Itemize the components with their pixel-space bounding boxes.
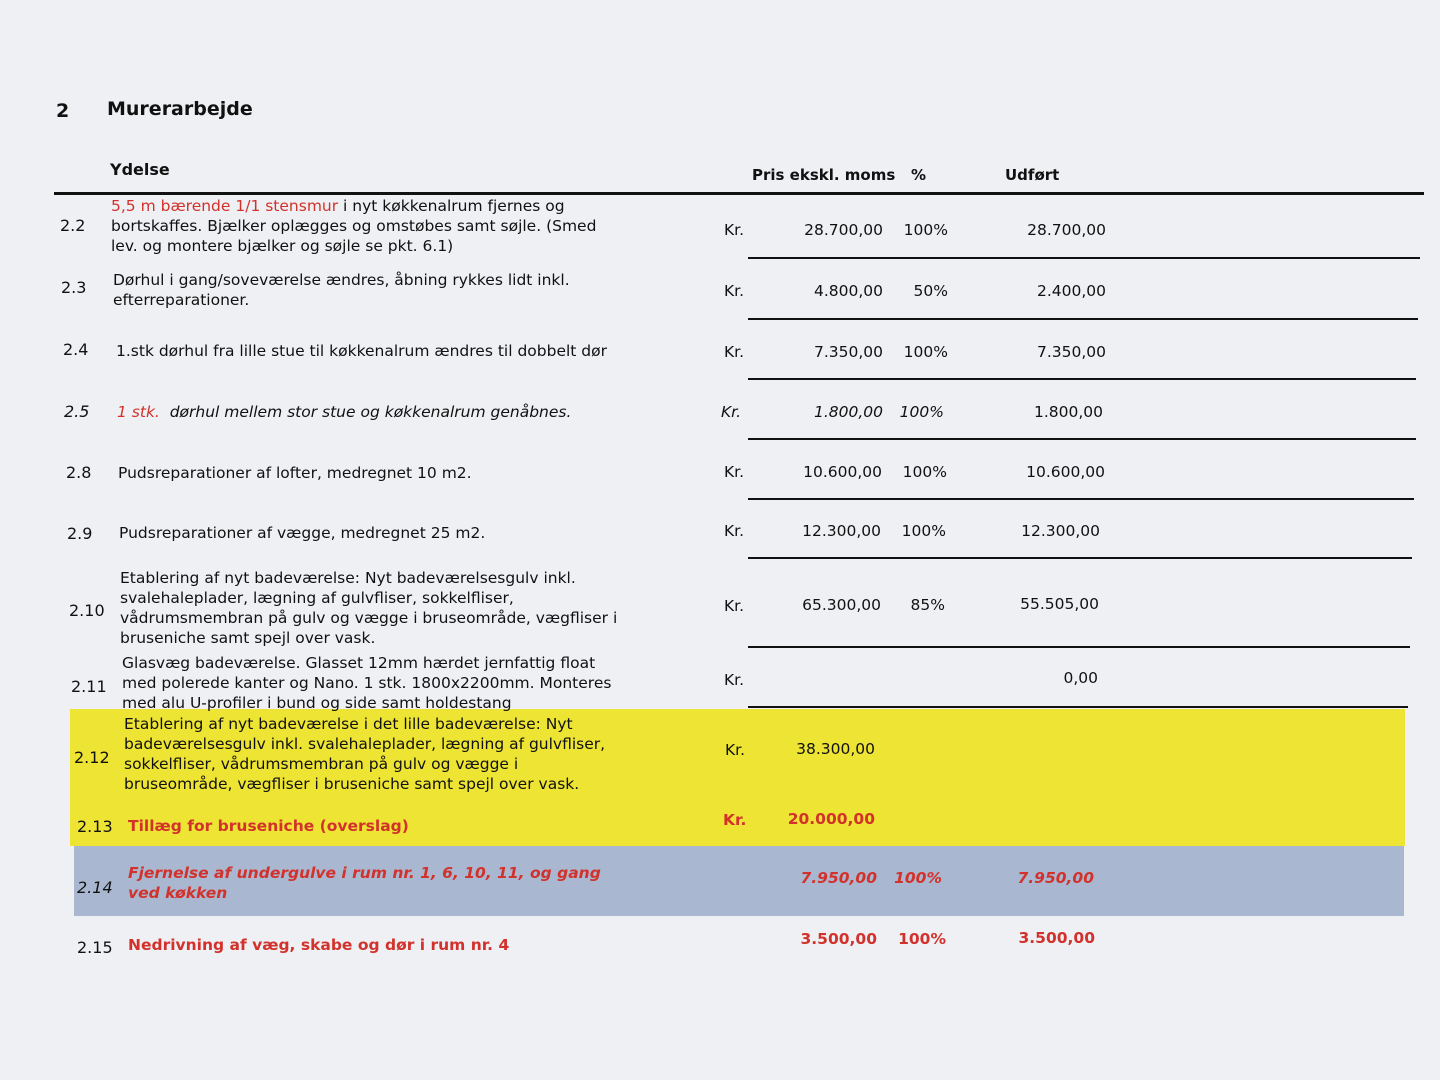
item-percent: 50% [913, 282, 948, 300]
header-price: Pris ekskl. moms [752, 166, 896, 184]
item-completed: 2.400,00 [1036, 282, 1106, 300]
item-number: 2.11 [71, 677, 107, 696]
item-description: Pudsreparationer af vægge, medregnet 25 m2. [119, 524, 486, 542]
section-number: 2 [56, 100, 70, 122]
item-completed: 0,00 [1063, 669, 1098, 687]
item-price: 65.300,00 [802, 596, 881, 614]
currency-label: Kr. [724, 597, 745, 615]
row-divider [748, 557, 1412, 559]
item-percent: 100% [903, 343, 948, 361]
item-number: 2.10 [69, 601, 105, 620]
item-description-text: i nyt køkkenalrum fjernes og bortskaffes. Bjælker oplægges og omstøbes samt søjle. (Smed lev. og montere bjælker og søjle se pkt. 6.1) [111, 197, 597, 255]
item-percent: 100% [903, 221, 948, 239]
item-completed: 55.505,00 [1020, 595, 1099, 613]
currency-label: Kr. [725, 741, 746, 759]
item-number: 2.3 [61, 278, 87, 297]
item-number: 2.2 [60, 216, 86, 235]
currency-label: Kr. [721, 403, 742, 421]
item-description: Nedrivning af væg, skabe og dør i rum nr. 4 [128, 936, 510, 954]
item-completed: 1.800,00 [1033, 403, 1103, 421]
item-description: Tillæg for bruseniche (overslag) [128, 817, 409, 835]
item-price: 12.300,00 [802, 522, 881, 540]
item-percent: 100% [902, 463, 947, 481]
item-completed: 12.300,00 [1021, 522, 1100, 540]
item-percent: 100% [899, 403, 944, 421]
currency-label: Kr. [723, 811, 747, 829]
item-price: 4.800,00 [813, 282, 883, 300]
header-ydelse: Ydelse [110, 160, 170, 179]
item-price: 7.350,00 [813, 343, 883, 361]
item-description: 1.stk dørhul fra lille stue til køkkenalrum ændres til dobbelt dør [116, 342, 608, 360]
item-description: Fjernelse af undergulve i rum nr. 1, 6, 10, 11, og gang ved køkken [128, 864, 601, 902]
header-rule [54, 192, 1424, 195]
item-completed: 3.500,00 [1018, 929, 1095, 947]
item-number: 2.5 [64, 402, 90, 421]
item-number: 2.9 [67, 524, 93, 543]
item-description: Pudsreparationer af lofter, medregnet 10 m2. [118, 464, 472, 482]
item-percent: 100% [901, 522, 946, 540]
item-price: 20.000,00 [787, 810, 875, 828]
row-divider [748, 378, 1416, 380]
row-divider [748, 706, 1408, 708]
item-completed: 10.600,00 [1026, 463, 1105, 481]
header-percent: % [911, 166, 927, 184]
currency-label: Kr. [724, 221, 745, 239]
item-price: 7.950,00 [800, 869, 877, 887]
currency-label: Kr. [724, 463, 745, 481]
row-divider [748, 438, 1416, 440]
item-description: Glasvæg badeværelse. Glasset 12mm hærdet jernfattig float med polerede kanter og Nano. 1 stk. 1800x2200mm. Monteres med alu U-profiler i bund og side samt holdestang [122, 654, 612, 712]
item-description-text: dørhul mellem stor stue og køkkenalrum genåbnes. [159, 403, 572, 421]
item-description-highlight: 5,5 m bærende 1/1 stensmur [111, 197, 339, 215]
item-completed: 7.350,00 [1036, 343, 1106, 361]
item-number: 2.4 [63, 340, 89, 359]
currency-label: Kr. [724, 671, 745, 689]
item-description-highlight: 1 stk. [117, 403, 160, 421]
item-number: 2.8 [66, 463, 92, 482]
row-divider [748, 318, 1418, 320]
row-divider [748, 498, 1414, 500]
item-number: 2.14 [77, 878, 113, 897]
item-percent: 100% [898, 930, 946, 948]
item-price: 38.300,00 [796, 740, 875, 758]
item-number: 2.13 [77, 817, 113, 836]
currency-label: Kr. [724, 522, 745, 540]
item-price: 1.800,00 [813, 403, 883, 421]
item-completed: 28.700,00 [1027, 221, 1106, 239]
item-number: 2.15 [77, 938, 113, 957]
section-title: Murerarbejde [107, 98, 253, 120]
row-divider [748, 257, 1420, 259]
item-percent: 85% [910, 596, 945, 614]
item-price: 28.700,00 [804, 221, 883, 239]
item-price: 3.500,00 [800, 930, 877, 948]
item-percent: 100% [894, 869, 942, 887]
item-price: 10.600,00 [803, 463, 882, 481]
item-description: Etablering af nyt badeværelse: Nyt badeværelsesgulv inkl. svalehaleplader, lægning af gulvfliser, sokkelfliser, vådrumsmembran på gulv og vægge i bruseområde, vægfliser i bruseniche samt spejl over vask. [120, 569, 618, 647]
item-description: Etablering af nyt badeværelse i det lille badeværelse: Nyt badeværelsesgulv inkl. svalehaleplader, lægning af gulvfliser, sokkelfliser, vådrumsmembran på gulv og vægge i bruseområde, vægfliser i bruseniche samt spejl over vask. [124, 715, 606, 793]
item-number: 2.12 [74, 748, 110, 767]
item-description [111, 196, 621, 256]
item-description [117, 402, 677, 422]
item-description: Dørhul i gang/soveværelse ændres, åbning rykkes lidt inkl. efterreparationer. [113, 271, 570, 309]
header-udfort: Udført [1005, 166, 1060, 184]
currency-label: Kr. [724, 282, 745, 300]
row-divider [748, 646, 1410, 648]
currency-label: Kr. [724, 343, 745, 361]
item-completed: 7.950,00 [1017, 869, 1094, 887]
